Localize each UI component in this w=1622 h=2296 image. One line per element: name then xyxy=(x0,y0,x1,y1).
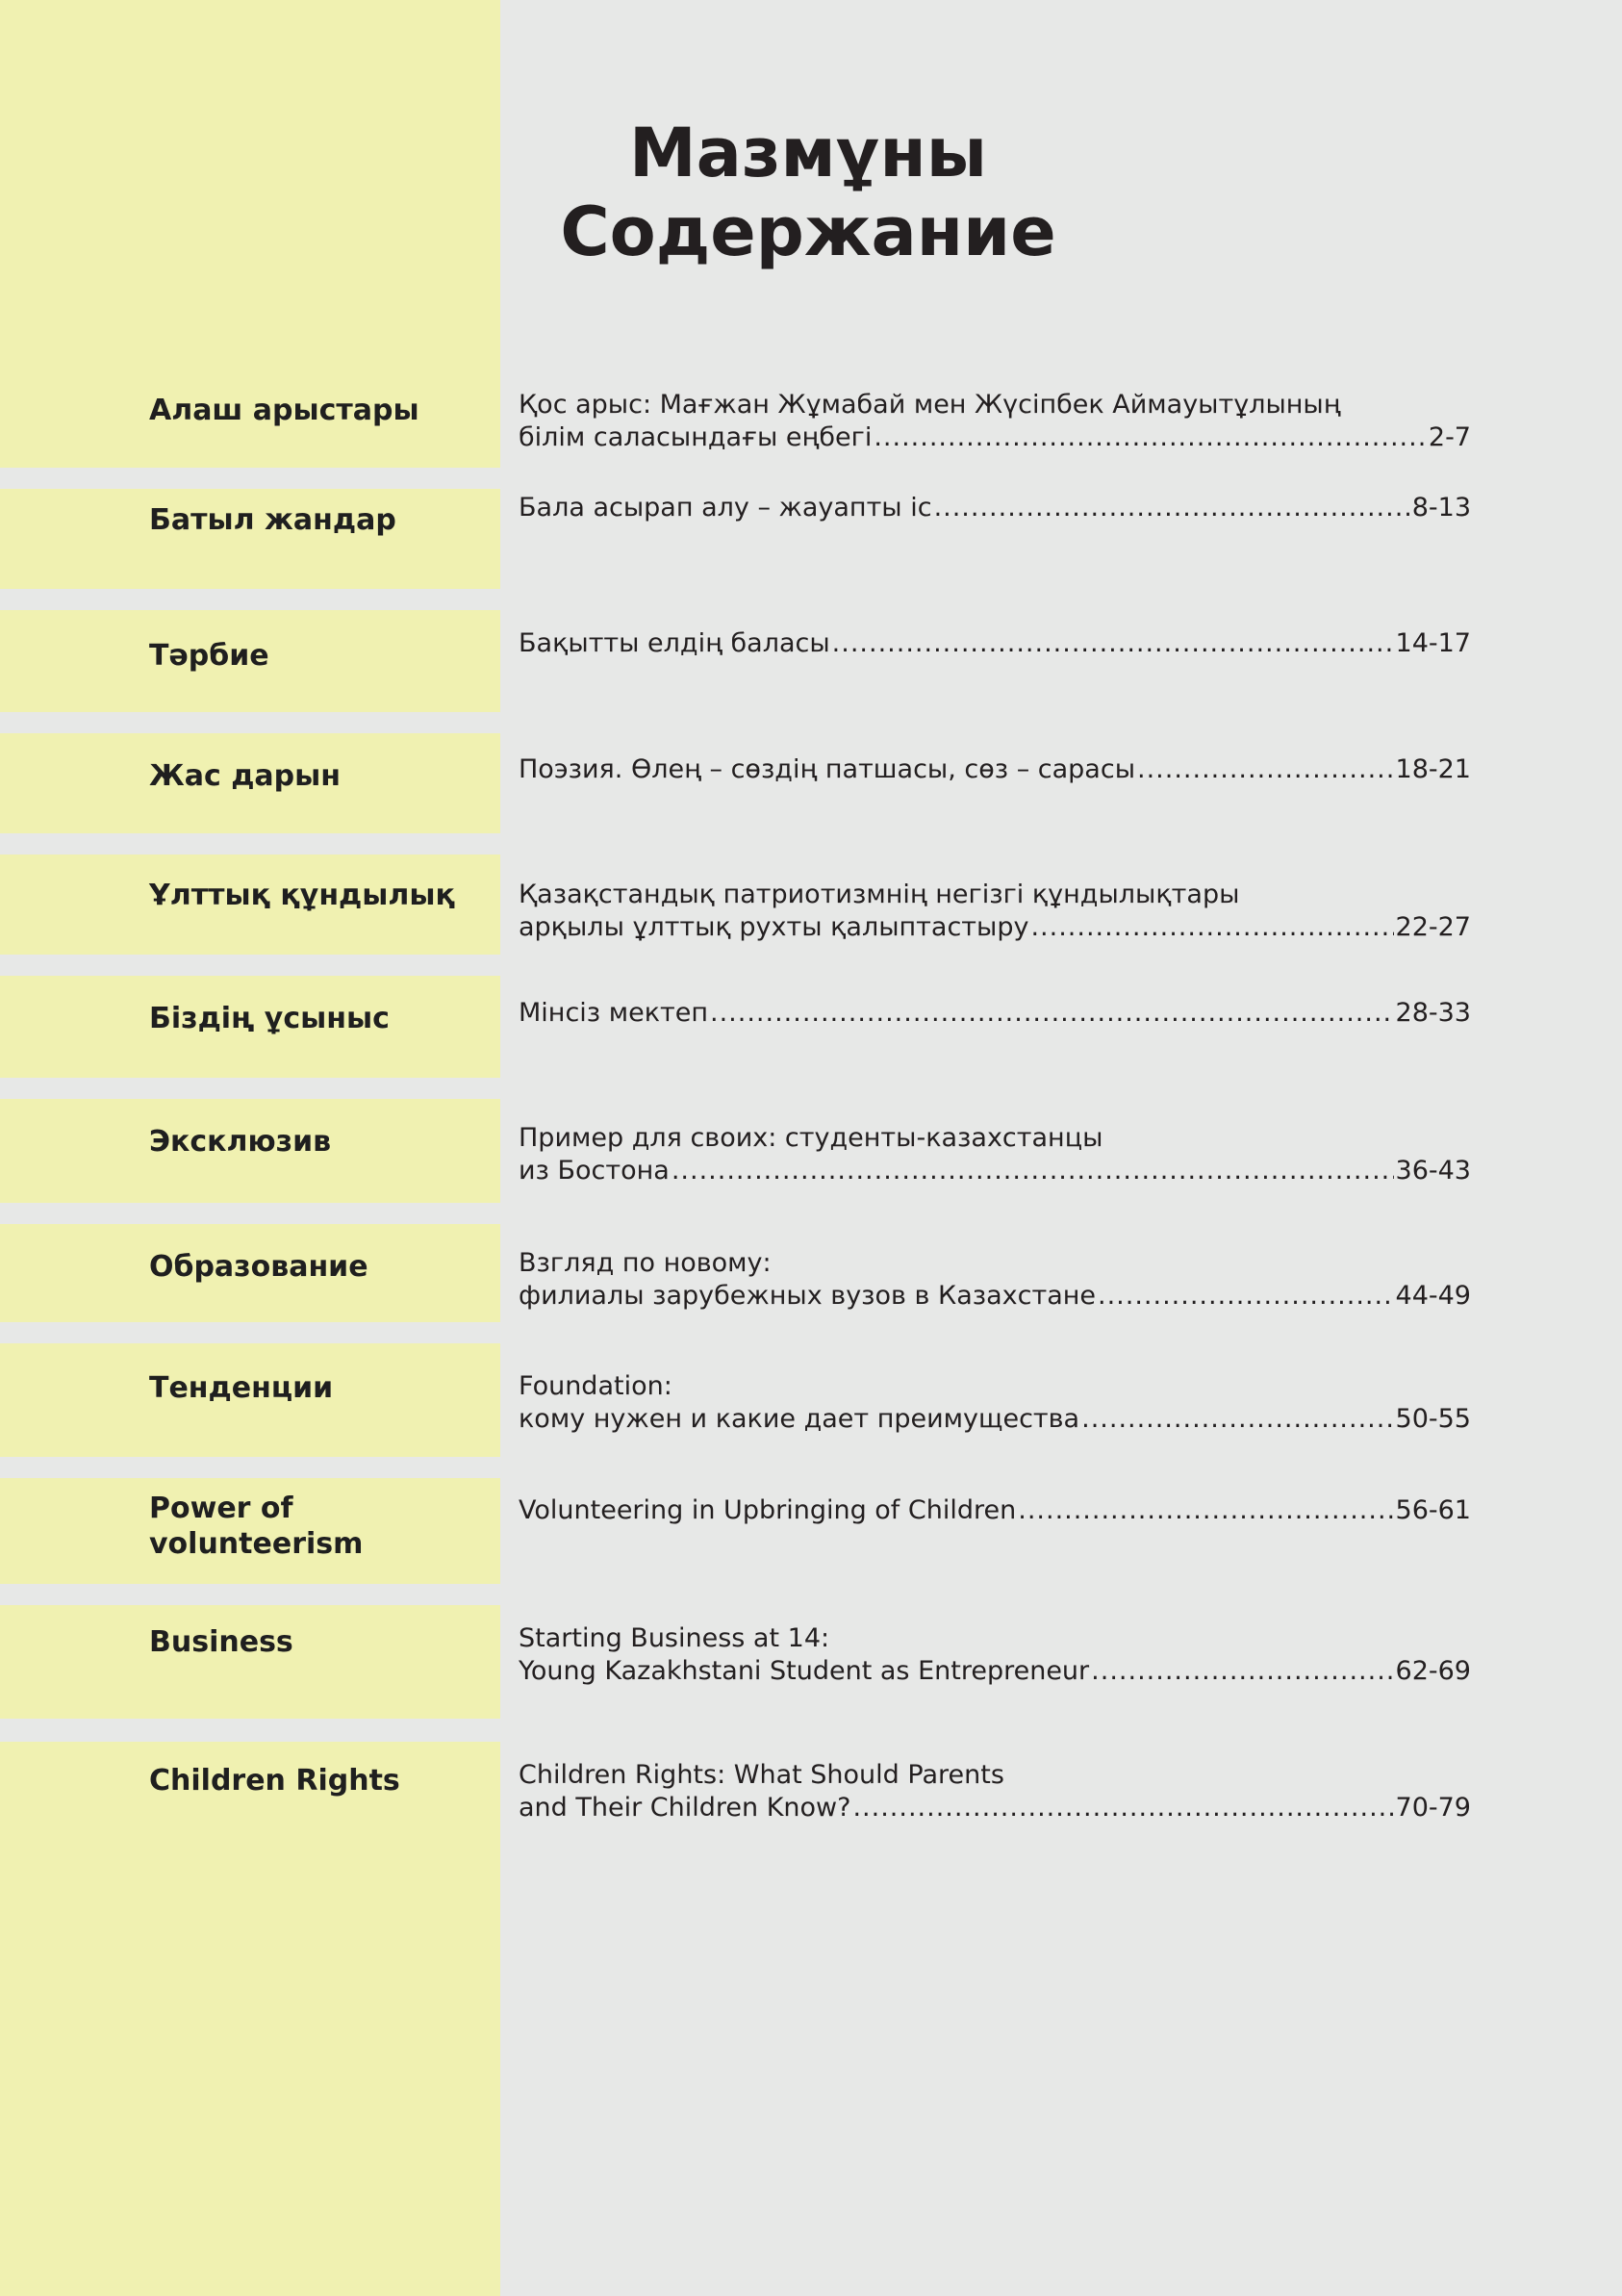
entry-text: Қазақстандық патриотизмнің негізгі құндылықтары xyxy=(519,880,1240,909)
section-label: Children Rights xyxy=(149,1764,400,1798)
page-range: 28-33 xyxy=(1395,998,1471,1028)
toc-entry[interactable] xyxy=(519,627,1471,660)
dot-leader xyxy=(1098,1280,1394,1313)
entry-title: Бақытты елдің баласы xyxy=(519,628,830,658)
section-label: Батыл жандар xyxy=(149,503,396,537)
entry-title: Мінсіз мектеп xyxy=(519,998,709,1028)
section-label: Power of volunteerism xyxy=(149,1492,364,1561)
toc-entry[interactable] xyxy=(519,1370,1471,1436)
page-range: 22-27 xyxy=(1395,912,1471,942)
section-label: Business xyxy=(149,1625,293,1659)
section-label: Тәрбие xyxy=(149,639,269,673)
entry-text: Пример для своих: студенты-казахстанцы xyxy=(519,1123,1103,1153)
entry-title: Young Kazakhstani Student as Entrepreneur xyxy=(519,1656,1090,1686)
entry-text: Қос арыс: Мағжан Жұмабай мен Жүсіпбек Аймауытұлының xyxy=(519,390,1341,420)
entry-title: білім саласындағы еңбегі xyxy=(519,422,873,452)
entry-title: кому нужен и какие дает преимущества xyxy=(519,1404,1080,1434)
dot-leader xyxy=(934,492,1410,524)
band-gap xyxy=(0,1322,500,1343)
section-label: Ұлттық құндылық xyxy=(149,879,455,912)
dot-leader xyxy=(1091,1655,1393,1688)
title-kazakh: Мазмұны xyxy=(628,114,988,192)
page-range: 18-21 xyxy=(1395,754,1471,784)
entry-title: Поэзия. Өлең – сөздің патшасы, сөз – сарасы xyxy=(519,754,1136,784)
band-gap xyxy=(0,1584,500,1605)
toc-entry[interactable] xyxy=(519,1622,1471,1688)
toc-entry[interactable] xyxy=(519,997,1471,1030)
band-gap xyxy=(0,833,500,855)
toc-entry[interactable] xyxy=(519,1494,1471,1527)
entry-title: филиалы зарубежных вузов в Казахстане xyxy=(519,1281,1097,1311)
entry-title: and Their Children Know? xyxy=(519,1793,851,1823)
dot-leader xyxy=(852,1792,1393,1824)
section-label: Біздің ұсыныс xyxy=(149,1002,390,1035)
dot-leader xyxy=(710,997,1394,1030)
toc-entry[interactable] xyxy=(519,389,1471,454)
page-range: 56-61 xyxy=(1395,1495,1471,1525)
entry-title: Бала асырап алу – жауапты іс xyxy=(519,493,932,523)
band-gap xyxy=(0,589,500,610)
band-gap xyxy=(0,955,500,976)
toc-entry[interactable] xyxy=(519,1247,1471,1313)
dot-leader xyxy=(874,421,1427,454)
band-gap xyxy=(0,712,500,733)
section-label: Алаш арыстары xyxy=(149,394,419,427)
page-range: 14-17 xyxy=(1395,628,1471,658)
band-gap xyxy=(0,1203,500,1224)
dot-leader xyxy=(1018,1494,1393,1527)
entry-text: Взгляд по новому: xyxy=(519,1248,772,1278)
toc-entry[interactable] xyxy=(519,1759,1471,1824)
band-gap xyxy=(0,1457,500,1478)
page-range: 8-13 xyxy=(1411,493,1471,523)
section-label: Образование xyxy=(149,1250,368,1284)
page-range: 44-49 xyxy=(1395,1281,1471,1311)
page-range: 2-7 xyxy=(1428,422,1471,452)
dot-leader xyxy=(832,627,1394,660)
band-gap xyxy=(0,1078,500,1099)
entry-text: Foundation: xyxy=(519,1371,672,1401)
dot-leader xyxy=(1081,1403,1393,1436)
toc-entry[interactable] xyxy=(519,492,1471,524)
entry-text: Starting Business at 14: xyxy=(519,1623,830,1653)
section-label: Жас дарын xyxy=(149,759,341,793)
toc-entry[interactable] xyxy=(519,753,1471,786)
entry-title: из Бостона xyxy=(519,1156,670,1186)
entry-title: Volunteering in Upbringing of Children xyxy=(519,1495,1017,1525)
section-label: Тенденции xyxy=(149,1371,334,1405)
entry-text: Children Rights: What Should Parents xyxy=(519,1760,1004,1790)
page-range: 70-79 xyxy=(1395,1793,1471,1823)
toc-entry[interactable] xyxy=(519,879,1471,944)
entry-title: арқылы ұлттық рухты қалыптастыру xyxy=(519,912,1029,942)
dot-leader xyxy=(1030,911,1393,944)
page-title xyxy=(500,114,1116,271)
page-range: 50-55 xyxy=(1395,1404,1471,1434)
section-label: Эксклюзив xyxy=(149,1125,332,1159)
dot-leader xyxy=(1137,753,1394,786)
page-range: 62-69 xyxy=(1395,1656,1471,1686)
page-range: 36-43 xyxy=(1395,1156,1471,1186)
band-gap xyxy=(0,1719,500,1742)
title-russian: Содержание xyxy=(560,192,1056,271)
dot-leader xyxy=(672,1155,1394,1187)
toc-entry[interactable] xyxy=(519,1122,1471,1187)
band-gap xyxy=(0,468,500,489)
